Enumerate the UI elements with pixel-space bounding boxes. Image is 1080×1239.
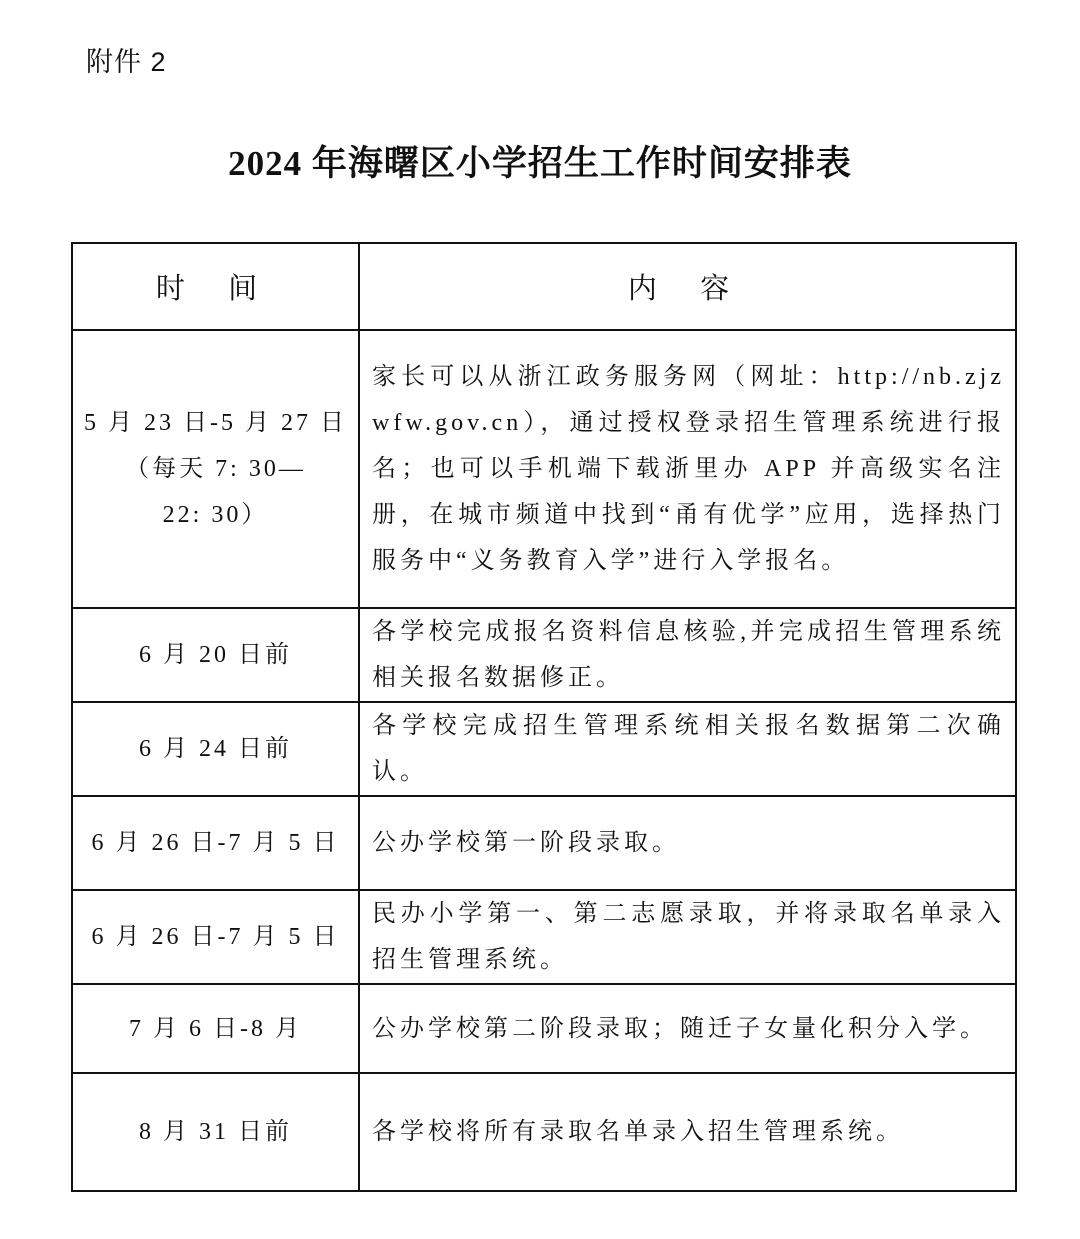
time-line: 6 月 20 日前 bbox=[139, 642, 292, 668]
time-line: 8 月 31 日前 bbox=[139, 1119, 292, 1145]
table-row bbox=[72, 330, 1016, 608]
time-cell bbox=[72, 1073, 359, 1191]
time-line: 6 月 26 日-7 月 5 日 bbox=[91, 924, 340, 950]
time-cell bbox=[72, 796, 359, 890]
time-cell bbox=[72, 890, 359, 984]
table-row bbox=[72, 796, 1016, 890]
content-cell: 各学校将所有录取名单录入招生管理系统。 bbox=[359, 1073, 1016, 1191]
table-row bbox=[72, 890, 1016, 984]
table-row bbox=[72, 984, 1016, 1073]
header-content: 内 容 bbox=[359, 243, 1016, 330]
time-cell bbox=[72, 702, 359, 796]
table-row bbox=[72, 702, 1016, 796]
content-cell: 公办学校第一阶段录取。 bbox=[359, 796, 1016, 890]
content-cell: 家长可以从浙江政务服务网（网址：http://nb.zjzwfw.gov.cn），通过授权登录招生管理系统进行报名；也可以手机端下载浙里办 APP 并高级实名注册，在城市频道中找到“甬有优学”应用，选择热门服务中“义务教育入学”进行入学报名。 bbox=[359, 330, 1016, 608]
attachment-label: 附件 2 bbox=[86, 47, 167, 77]
table-header-row bbox=[72, 243, 1016, 330]
table-row bbox=[72, 608, 1016, 702]
time-cell bbox=[72, 608, 359, 702]
content-cell: 民办小学第一、第二志愿录取，并将录取名单录入招生管理系统。 bbox=[359, 890, 1016, 984]
time-line: 22: 30） bbox=[162, 502, 269, 528]
document-title: 2024 年海曙区小学招生工作时间安排表 bbox=[228, 144, 852, 183]
time-line: （每天 7: 30— bbox=[125, 456, 306, 482]
header-time: 时 间 bbox=[72, 243, 359, 330]
content-cell: 各学校完成报名资料信息核验,并完成招生管理系统相关报名数据修正。 bbox=[359, 608, 1016, 702]
schedule-table bbox=[71, 242, 1017, 1192]
time-cell bbox=[72, 330, 359, 608]
time-line: 6 月 24 日前 bbox=[139, 736, 292, 762]
time-line: 7 月 6 日-8 月 bbox=[129, 1015, 302, 1042]
table-row bbox=[72, 1073, 1016, 1191]
content-cell: 公办学校第二阶段录取；随迁子女量化积分入学。 bbox=[359, 984, 1016, 1073]
time-cell bbox=[72, 984, 359, 1073]
time-line: 5 月 23 日-5 月 27 日 bbox=[84, 410, 347, 436]
content-cell: 各学校完成招生管理系统相关报名数据第二次确认。 bbox=[359, 702, 1016, 796]
time-line: 6 月 26 日-7 月 5 日 bbox=[91, 830, 340, 856]
